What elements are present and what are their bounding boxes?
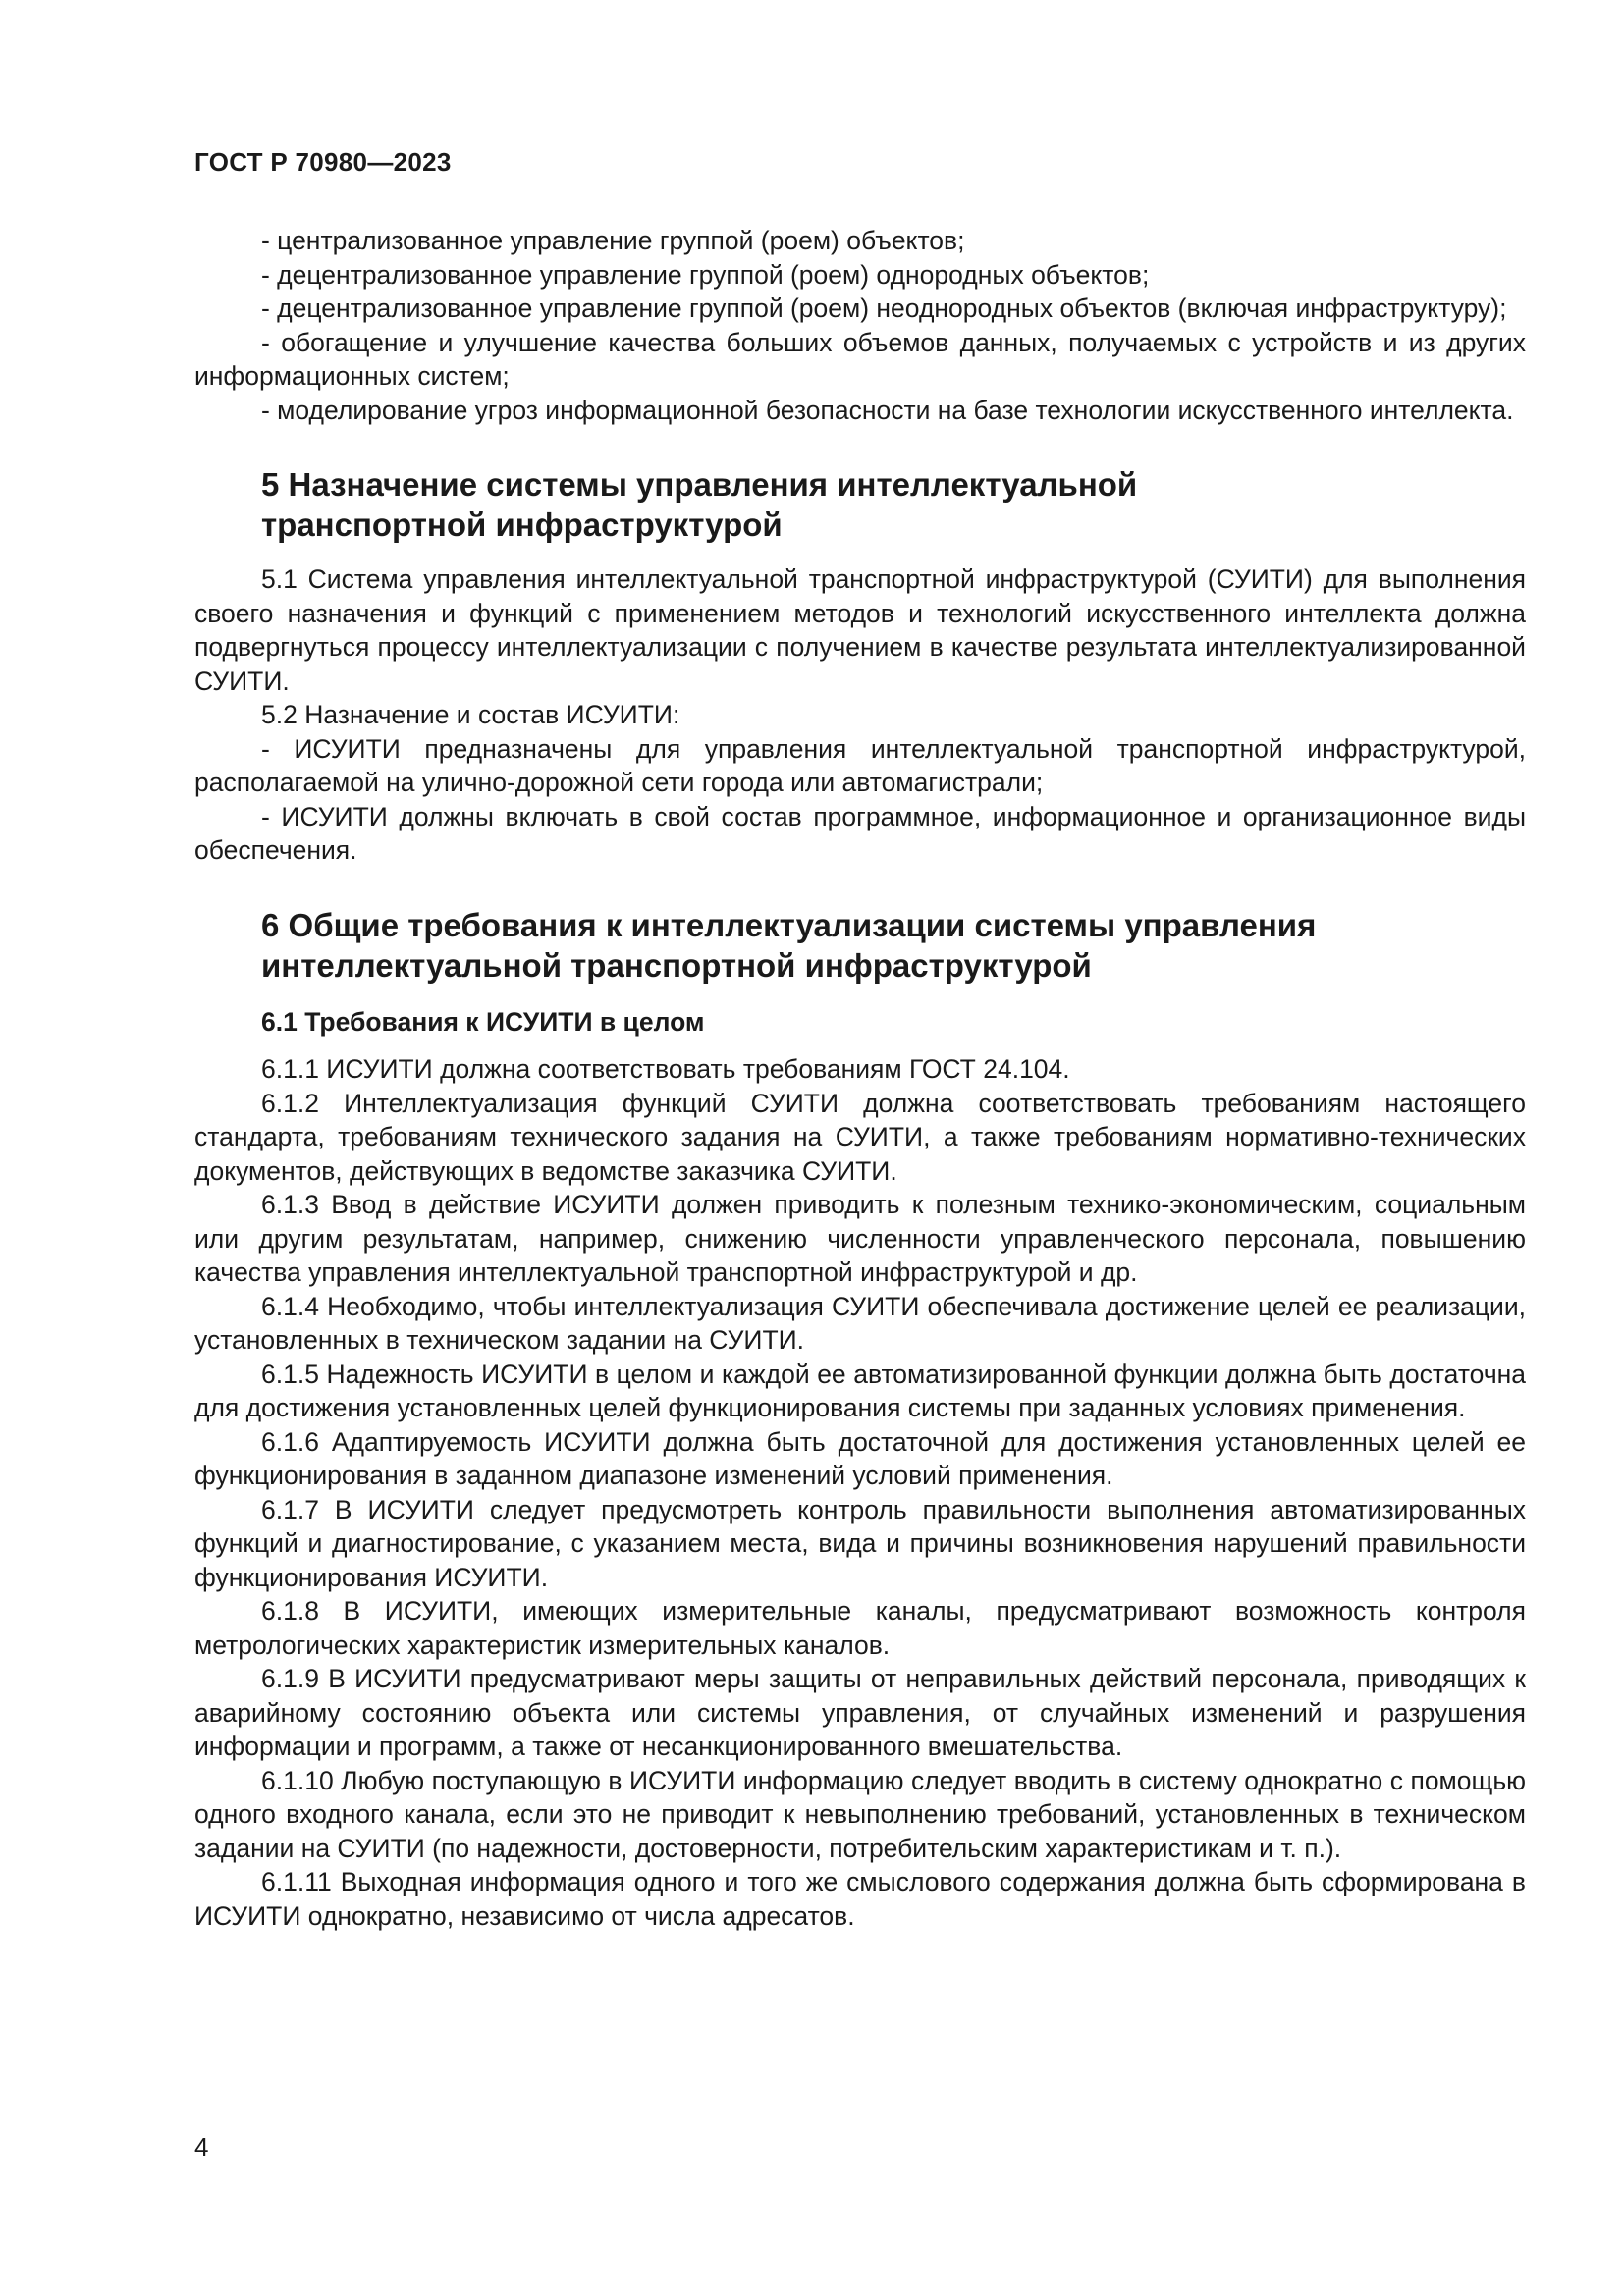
list-item: - децентрализованное управление группой (роем) однородных объектов;	[261, 259, 1150, 290]
paragraph-6-1-2: 6.1.2 Интеллектуализация функций СУИТИ должна соответствовать требованиям настоящего стандарта, требованиям технического задания на СУИТИ, а также требованиям нормативно-технических документов, действующих в ведомстве заказчика СУИТИ.	[194, 1088, 1526, 1186]
intro-list	[194, 224, 1526, 427]
section-6-heading	[194, 905, 1526, 986]
page-content	[194, 224, 1526, 1933]
section-6-heading-line-2: интеллектуальной транспортной инфраструктурой	[261, 946, 1092, 984]
paragraph-6-1-6: 6.1.6 Адаптируемость ИСУИТИ должна быть достаточной для достижения установленных целей ее функционирования в заданном диапазоне изменений условий применения.	[194, 1426, 1526, 1490]
paragraph-5-1: 5.1 Система управления интеллектуальной транспортной инфраструктурой (СУИТИ) для выполнения своего назначения и функций с применением методов и технологий искусственного интеллекта должна подвергнуться процессу интеллектуализации с получением в качестве результата интеллектуализированной СУИТИ.	[194, 564, 1526, 696]
paragraph-6-1-5: 6.1.5 Надежность ИСУИТИ в целом и каждой ее автоматизированной функции должна быть достаточна для достижения установленных целей функционирования системы при заданных условиях применения.	[194, 1359, 1526, 1422]
section-6-body	[194, 1052, 1526, 1933]
running-header-standard-id: ГОСТ Р 70980—2023	[194, 147, 452, 177]
section-5-body	[194, 562, 1526, 868]
section-5-heading-line-2: транспортной инфраструктурой	[261, 507, 783, 543]
list-item: - децентрализованное управление группой (роем) неоднородных объектов (включая инфраструктуру);	[261, 294, 1507, 323]
list-item: - обогащение и улучшение качества больших объемов данных, получаемых с устройств и из других информационных систем;	[194, 327, 1526, 391]
section-6-heading-line-1: 6 Общие требования к интеллектуализации системы управления	[261, 906, 1317, 943]
section-5-heading-line-1: 5 Назначение системы управления интеллектуальной	[261, 466, 1138, 503]
list-item: - моделирование угроз информационной безопасности на базе технологии искусственного интеллекта.	[261, 395, 1514, 425]
subsection-6-1-heading: 6.1 Требования к ИСУИТИ в целом	[261, 1006, 705, 1037]
paragraph-6-1-11: 6.1.11 Выходная информация одного и того же смыслового содержания должна быть сформирована в ИСУИТИ однократно, независимо от числа адресатов.	[194, 1867, 1526, 1931]
paragraph-6-1-4: 6.1.4 Необходимо, чтобы интеллектуализация СУИТИ обеспечивала достижение целей ее реализации, установленных в техническом задании на СУИТИ.	[194, 1291, 1526, 1355]
paragraph-6-1-9: 6.1.9 В ИСУИТИ предусматривают меры защиты от неправильных действий персонала, приводящих к аварийному состоянию объекта или системы управления, от случайных изменений и разрушения информации и программ, а также от несанкционированного вмешательства.	[194, 1664, 1526, 1761]
section-5-heading	[194, 464, 1526, 545]
list-item: - ИСУИТИ предназначены для управления интеллектуальной транспортной инфраструктурой, располагаемой на улично-дорожной сети города или автомагистрали;	[194, 733, 1526, 797]
list-item: - централизованное управление группой (роем) объектов;	[261, 226, 965, 255]
paragraph-6-1-10: 6.1.10 Любую поступающую в ИСУИТИ информацию следует вводить в систему однократно с помощью одного входного канала, если это не приводит к невыполнению требований, установленных в техническом задании на СУИТИ (по надежности, достоверности, потребительским характеристикам и т. п.).	[194, 1765, 1526, 1863]
paragraph-6-1-8: 6.1.8 В ИСУИТИ, имеющих измерительные каналы, предусматривают возможность контроля метрологических характеристик измерительных каналов.	[194, 1596, 1526, 1660]
list-item: - ИСУИТИ должны включать в свой состав программное, информационное и организационное виды обеспечения.	[194, 801, 1526, 865]
paragraph-5-2: 5.2 Назначение и состав ИСУИТИ:	[261, 700, 680, 729]
paragraph-6-1-1: 6.1.1 ИСУИТИ должна соответствовать требованиям ГОСТ 24.104.	[261, 1054, 1070, 1084]
paragraph-6-1-7: 6.1.7 В ИСУИТИ следует предусмотреть контроль правильности выполнения автоматизированных функций и диагностирование, с указанием места, вида и причины возникновения нарушений правильности функционирования ИСУИТИ.	[194, 1494, 1526, 1592]
page-number: 4	[194, 2132, 209, 2162]
paragraph-6-1-3: 6.1.3 Ввод в действие ИСУИТИ должен приводить к полезным технико-экономическим, социальным или другим результатам, например, снижению численности управленческого персонала, повышению качества управления интеллектуальной транспортной инфраструктурой и др.	[194, 1190, 1526, 1287]
